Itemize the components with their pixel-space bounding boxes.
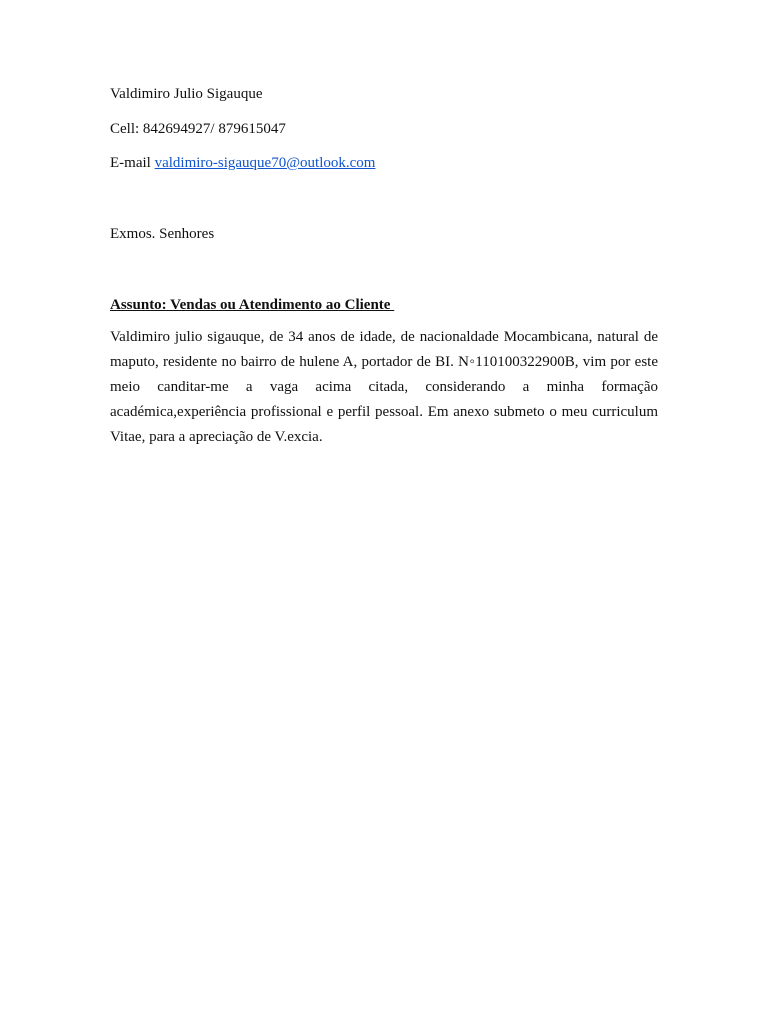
letter-content bbox=[110, 84, 658, 450]
email-label: E-mail bbox=[110, 155, 155, 171]
email-link[interactable]: valdimiro-sigauque70@outlook.com bbox=[154, 155, 376, 171]
subject-line: Assunto: Vendas ou Atendimento ao Cliente bbox=[110, 297, 395, 313]
sender-email-line bbox=[110, 153, 658, 173]
sender-name: Valdimiro Julio Sigauque bbox=[110, 86, 263, 102]
sender-cell: Cell: 842694927/ 879615047 bbox=[110, 121, 286, 137]
salutation: Exmos. Senhores bbox=[110, 226, 215, 242]
letter-body: Valdimiro julio sigauque, de 34 anos de idade, de nacionaldade Mocambicana, natural de maputo, residente no bairro de hulene A, portador de BI. N◦110100322900B, vim por este meio canditar-me a vaga acima citada, considerando a minha formação académica,experiência profissional e perfil pessoal. Em anexo submeto o meu curriculum Vitae, para a apreciação de V.excia. bbox=[110, 329, 658, 445]
